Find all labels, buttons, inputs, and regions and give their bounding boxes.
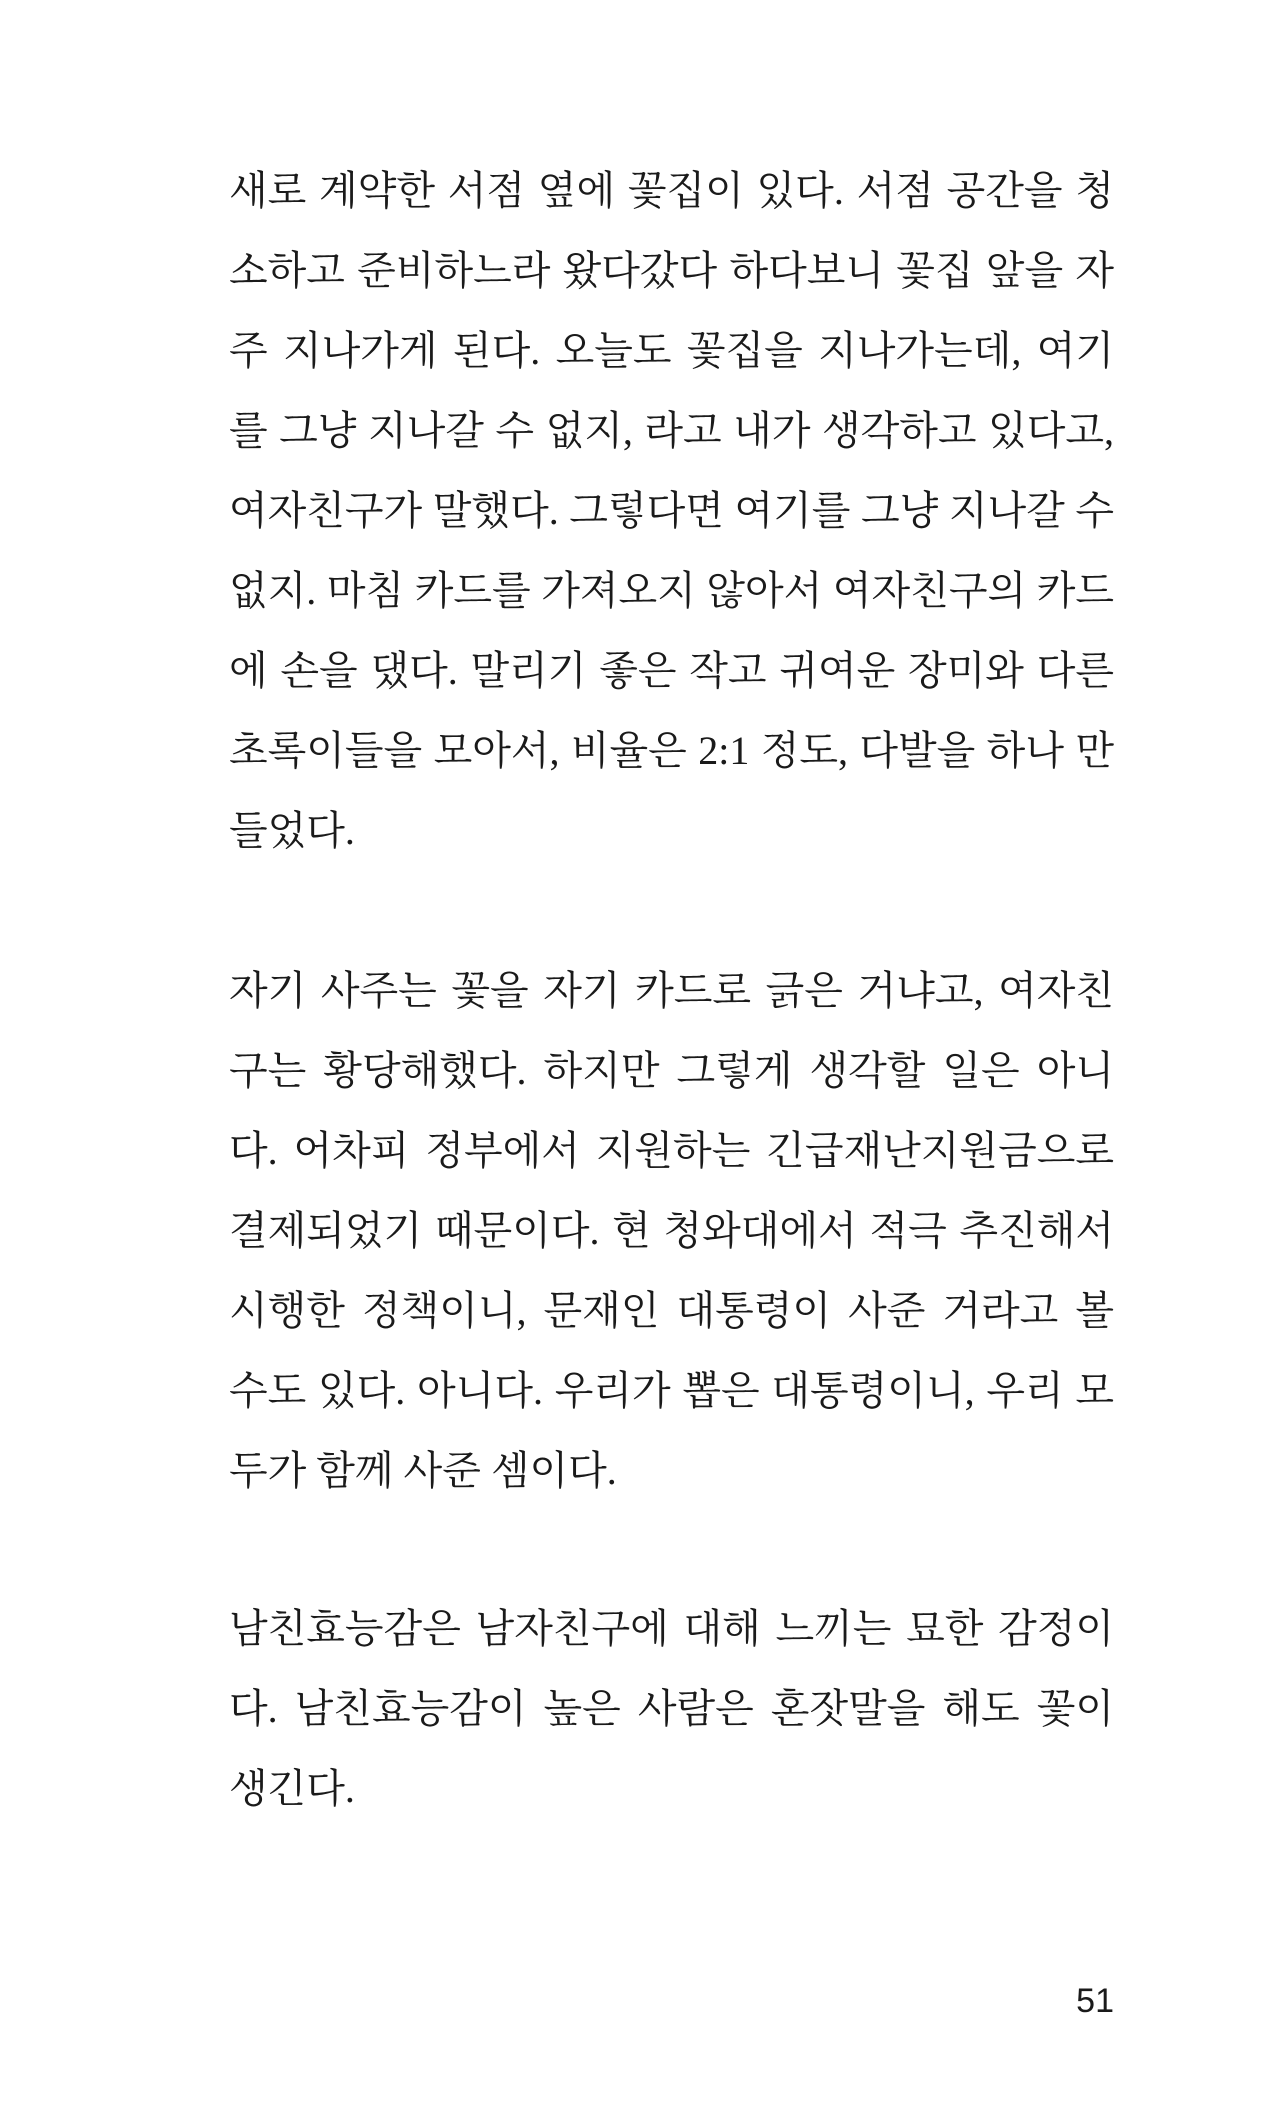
- text-line: 없지. 마침 카드를 가져오지 않아서 여자친구의 카드: [229, 568, 1114, 613]
- text-line: 생긴다.: [229, 1766, 355, 1811]
- paragraph-3: [229, 1589, 1114, 1829]
- text-line: 다. 어차피 정부에서 지원하는 긴급재난지원금으로: [229, 1128, 1114, 1173]
- text-line: 두가 함께 사준 셈이다.: [229, 1448, 617, 1493]
- text-line: 시행한 정책이니, 문재인 대통령이 사준 거라고 볼: [229, 1288, 1114, 1333]
- paragraph-2: [229, 951, 1114, 1511]
- text-line: 다. 남친효능감이 높은 사람은 혼잣말을 해도 꽃이: [229, 1686, 1114, 1731]
- text-line: 초록이들을 모아서, 비율은 2:1 정도, 다발을 하나 만: [229, 728, 1114, 773]
- paragraph-1: [229, 151, 1114, 871]
- text-line: 를 그냥 지나갈 수 없지, 라고 내가 생각하고 있다고,: [229, 408, 1114, 453]
- text-line: 구는 황당해했다. 하지만 그렇게 생각할 일은 아니: [229, 1048, 1114, 1093]
- text-line: 소하고 준비하느라 왔다갔다 하다보니 꽃집 앞을 자: [229, 248, 1114, 293]
- text-line: 수도 있다. 아니다. 우리가 뽑은 대통령이니, 우리 모: [229, 1368, 1114, 1413]
- text-line: 결제되었기 때문이다. 현 청와대에서 적극 추진해서: [229, 1208, 1114, 1253]
- text-line: 새로 계약한 서점 옆에 꽃집이 있다. 서점 공간을 청: [229, 168, 1114, 213]
- text-line: 여자친구가 말했다. 그렇다면 여기를 그냥 지나갈 수: [229, 488, 1114, 533]
- text-line: 자기 사주는 꽃을 자기 카드로 긁은 거냐고, 여자친: [229, 968, 1114, 1013]
- text-line: 남친효능감은 남자친구에 대해 느끼는 묘한 감정이: [229, 1606, 1114, 1651]
- page-number: 51: [1076, 1982, 1114, 2020]
- text-line: 에 손을 댔다. 말리기 좋은 작고 귀여운 장미와 다른: [229, 648, 1114, 693]
- text-line: 들었다.: [229, 808, 355, 853]
- text-line: 주 지나가게 된다. 오늘도 꽃집을 지나가는데, 여기: [229, 328, 1114, 373]
